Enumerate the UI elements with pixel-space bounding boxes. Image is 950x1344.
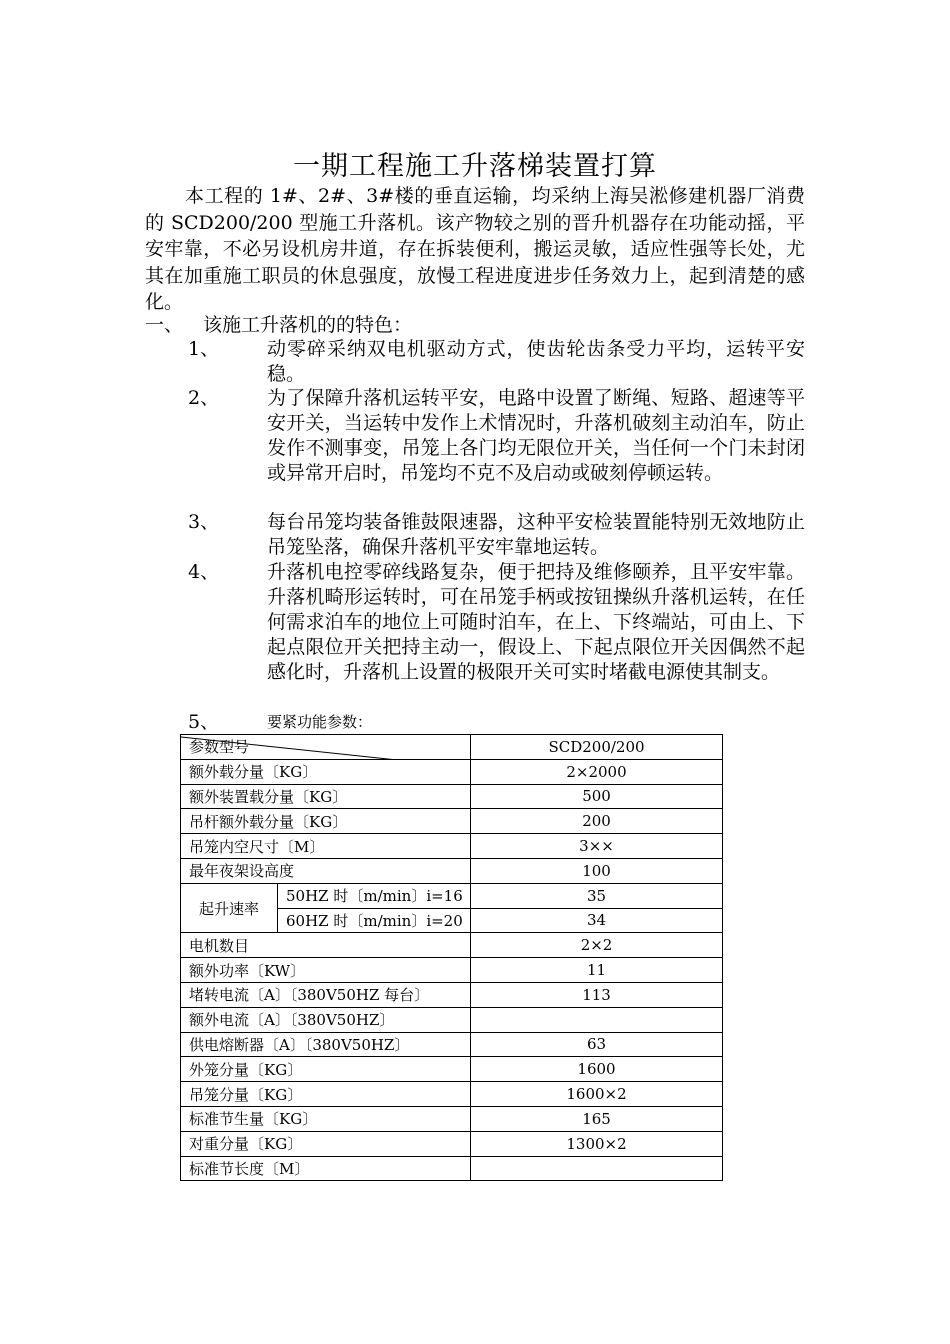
- list-item-text: 动零碎采纳双电机驱动方式，使齿轮齿条受力平均，运转平安稳。: [267, 338, 805, 385]
- list-item: [188, 386, 805, 486]
- table-header-label: 参数型号: [181, 735, 471, 760]
- table-cell-label: 标准节生量〔KG〕: [181, 1106, 471, 1131]
- table-cell-label: 额外装置载分量〔KG〕: [181, 784, 471, 809]
- table-row: [181, 958, 723, 983]
- list-item-number: 5、: [188, 711, 220, 733]
- table-row: [181, 1007, 723, 1032]
- list-item-number: 3、: [188, 511, 220, 533]
- table-row: [181, 809, 723, 834]
- table-cell-label: 吊笼分量〔KG〕: [181, 1082, 471, 1107]
- document-title: 一期工程施工升落梯装置打算: [293, 151, 657, 182]
- table-cell-label: 吊杆额外载分量〔KG〕: [181, 809, 471, 834]
- table-row: [181, 1131, 723, 1156]
- table-cell-label: 额外电流〔A〕〔380V50HZ〕: [181, 1007, 471, 1032]
- table-cell-label: 供电熔断器〔A〕〔380V50HZ〕: [181, 1032, 471, 1057]
- table-cell-value: 2×2: [471, 933, 723, 958]
- list-item-text: 要紧功能参数：: [267, 713, 373, 731]
- list-item: [188, 337, 805, 387]
- table-row: [181, 834, 723, 859]
- list-item: [188, 710, 805, 735]
- list-item-number: 2、: [188, 387, 220, 409]
- section-title: 该施工升落机的的特色：: [203, 314, 413, 336]
- table-cell-value: 1300×2: [471, 1131, 723, 1156]
- table-cell-value: 500: [471, 784, 723, 809]
- table-cell-label: 额外载分量〔KG〕: [181, 759, 471, 784]
- table-cell-value: 1600: [471, 1057, 723, 1082]
- table-cell-sublabel: 60HZ 时〔m/min〕i=20: [278, 908, 471, 933]
- table-row: [181, 982, 723, 1007]
- table-cell-label: 外笼分量〔KG〕: [181, 1057, 471, 1082]
- list-item-number: 1、: [188, 338, 220, 360]
- table-cell-label: 额外功率〔KW〕: [181, 958, 471, 983]
- section-heading: [145, 312, 412, 338]
- table-cell-label: 对重分量〔KG〕: [181, 1131, 471, 1156]
- table-cell-value: [471, 1156, 723, 1181]
- table-header-value: SCD200/200: [471, 735, 723, 760]
- table-cell-label: 吊笼内空尺寸〔M〕: [181, 834, 471, 859]
- list-item-text: 为了保障升落机运转平安，电路中设置了断绳、短路、超速等平安开关，当运转中发作上术情况时，升落机破刻主动泊车，防止发作不测事变，吊笼上各门均无限位开关，当任何一个门未封闭或异常开启时，吊笼均不克不及启动或破刻停顿运转。: [267, 387, 805, 484]
- table-row: [181, 1106, 723, 1131]
- table-cell-label: 标准节长度〔M〕: [181, 1156, 471, 1181]
- table-cell-value: 35: [471, 883, 723, 908]
- table-cell-label: 电机数目: [181, 933, 471, 958]
- list-item-number: 4、: [188, 561, 220, 583]
- table-cell-value: [471, 1007, 723, 1032]
- table-cell-sublabel: 50HZ 时〔m/min〕i=16: [278, 883, 471, 908]
- table-row: [181, 933, 723, 958]
- table-cell-value: 113: [471, 982, 723, 1007]
- table-row: [181, 883, 723, 908]
- table-row: [181, 1032, 723, 1057]
- table-cell-value: 11: [471, 958, 723, 983]
- table-cell-value: 100: [471, 858, 723, 883]
- table-row: [181, 784, 723, 809]
- table-cell-label: 最年夜架设高度: [181, 858, 471, 883]
- list-item-text: 每台吊笼均装备锥鼓限速器，这种平安检装置能特别无效地防止吊笼坠落，确保升落机平安牢靠地运转。: [267, 511, 805, 558]
- table-cell-value: 2×2000: [471, 759, 723, 784]
- section-number: 一、: [145, 314, 184, 336]
- table-cell-value: 1600×2: [471, 1082, 723, 1107]
- table-cell-group-label: 起升速率: [181, 883, 278, 933]
- table-row: [181, 1156, 723, 1181]
- list-item-text: 升落机电控零碎线路复杂，便于把持及维修颐养，且平安牢靠。升落机畸形运转时，可在吊笼手柄或按钮操纵升落机运转，在任何需求泊车的地位上可随时泊车，在上、下终端站，可由上、下起点限位开关把持主动一，假设上、下起点限位开关因偶然不起感化时，升落机上设置的极限开关可实时堵截电源使其制支。: [267, 561, 805, 683]
- table-row: [181, 1082, 723, 1107]
- table-row: [181, 759, 723, 784]
- intro-paragraph: 本工程的 1#、2#、3#楼的垂直运输，均采纳上海吴淞修建机器厂消费的 SCD200/200 型施工升落机。该产物较之别的晋升机器存在功能动摇，平安牢靠，不必另设机房井道，存在拆装便利，搬运灵敏，适应性强等长处，尤其在加重施工职员的休息强度，放慢工程进度进步任务效力上，起到清楚的感化。: [145, 185, 805, 313]
- table-cell-value: 34: [471, 908, 723, 933]
- table-cell-value: 165: [471, 1106, 723, 1131]
- table-cell-value: 200: [471, 809, 723, 834]
- table-cell-value: 3××: [471, 834, 723, 859]
- list-item: [188, 560, 805, 685]
- parameters-table: [180, 734, 723, 1181]
- table-header-row: [181, 735, 723, 760]
- table-cell-value: 63: [471, 1032, 723, 1057]
- table-row: [181, 858, 723, 883]
- table-cell-label: 堵转电流〔A〕〔380V50HZ 每台〕: [181, 982, 471, 1007]
- list-item: [188, 510, 805, 560]
- table-row: [181, 1057, 723, 1082]
